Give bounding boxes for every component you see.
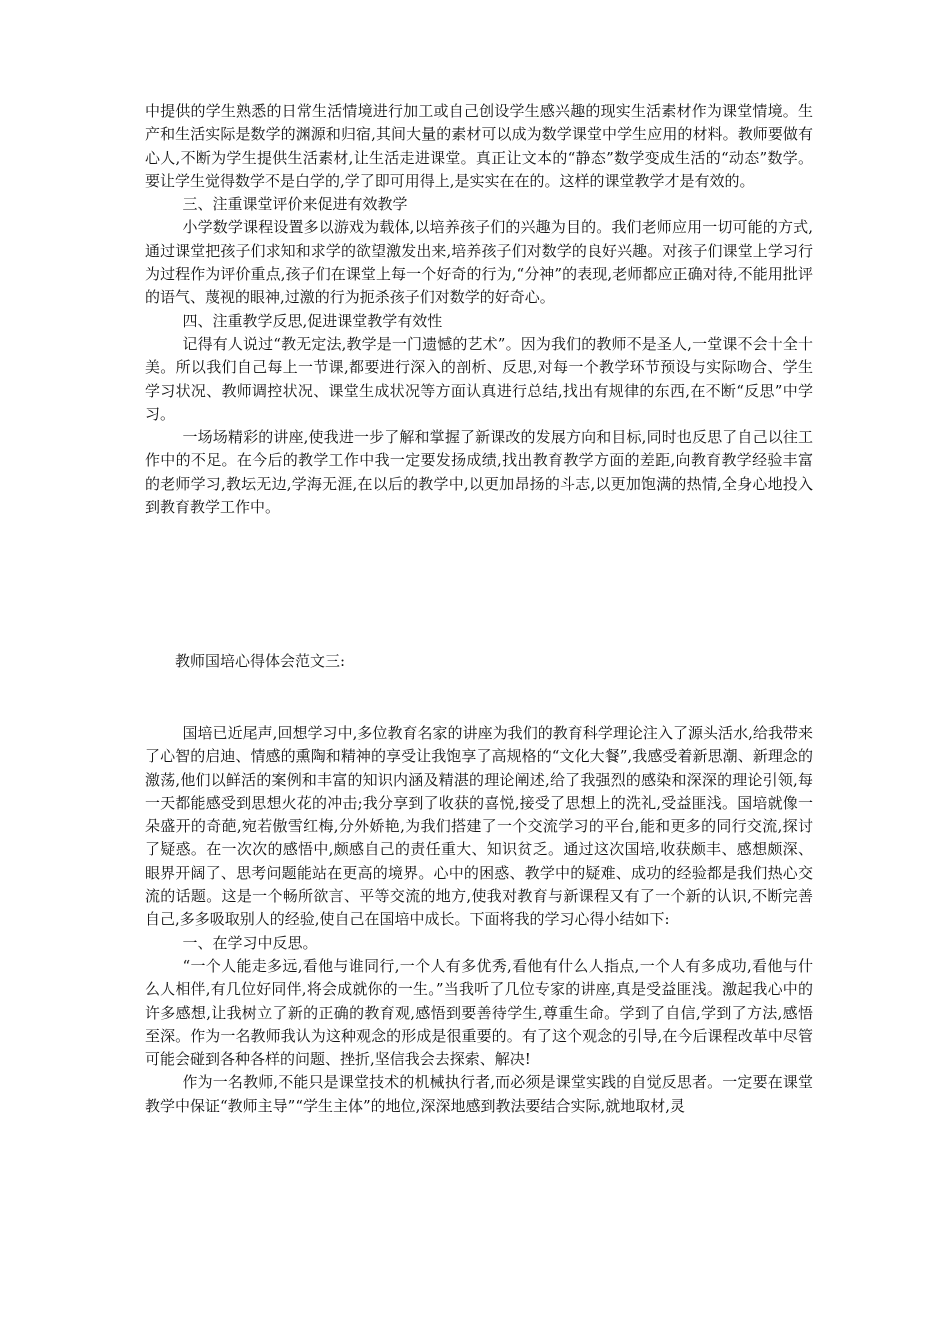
heading-teaching-reflection: 四、注重教学反思,促进课堂教学有效性: [182, 311, 443, 330]
paragraph-classroom-evaluation: 小学数学课程设置多以游戏为载体,以培养孩子们的兴趣为目的。我们老师应用一切可能的方式,通过课堂把孩子们求知和求学的欲望激发出来,培养孩子们对数学的良好兴趣。对孩子们课堂上学习行为过程作为评价重点,孩子们在课堂上每一个好奇的行为,“分神”的表现,老师都应正确对待,不能用批评的语气、蔑视的眼神,过激的行为扼杀孩子们对数学的好奇心。: [145, 218, 813, 307]
paragraph-teaching-reflection: 记得有人说过“教无定法,教学是一门遗憾的艺术”。因为我们的教师不是圣人,一堂课不会十全十美。所以我们自己每上一节课,都要进行深入的剖析、反思,对每一个教学环节预设与实际吻合、学生学习状况、教师调控状况、课堂生成状况等方面认真进行总结,找出有规律的东西,在不断“反思”中学习。: [145, 334, 813, 423]
section-title: 教师国培心得体会范文三:: [175, 652, 346, 670]
paragraph-life-materials: 中提供的学生熟悉的日常生活情境进行加工或自己创设学生感兴趣的现实生活素材作为课堂情境。生产和生活实际是数学的渊源和归宿,其间大量的素材可以成为数学课堂中学生应用的材料。教师要做有心人,不断为学生提供生活素材,让生活走进课堂。真正让文本的“静态”数学变成生活的“动态”数学。要让学生觉得数学不是白学的,学了即可用得上,是实实在在的。这样的课堂教学才是有效的。: [145, 102, 813, 190]
document-body-part-1: [145, 100, 813, 519]
heading-reflect-in-learning: 一、在学习中反思。: [182, 933, 318, 952]
document-body-part-2: [145, 722, 813, 1118]
paragraph-lecture-summary: 一场场精彩的讲座,使我进一步了解和掌握了新课改的发展方向和目标,同时也反思了自己以往工作中的不足。在今后的教学工作中我一定要发扬成绩,找出教育教学方面的差距,向教育教学经验丰富的老师学习,教坛无边,学海无涯,在以后的教学中,以更加昂扬的斗志,以更加饱满的热情,全身心地投入到教育教学工作中。: [145, 428, 813, 517]
paragraph-teacher-reflector: 作为一名教师,不能只是课堂技术的机械执行者,而必须是课堂实践的自觉反思者。一定要在课堂教学中保证“教师主导”“学生主体”的地位,深深地感到教法要结合实际,就地取材,灵: [145, 1073, 813, 1115]
heading-classroom-evaluation: 三、注重课堂评价来促进有效教学: [182, 195, 408, 214]
paragraph-guopei-intro: 国培已近尾声,回想学习中,多位教育名家的讲座为我们的教育科学理论注入了源头活水,给我带来了心智的启迪、情感的熏陶和精神的享受让我饱享了高规格的“文化大餐”,我感受着新思潮、新理念的激荡,他们以鲜活的案例和丰富的知识内涵及精湛的理论阐述,给了我强烈的感染和深深的理论引领,每一天都能感受到思想火花的冲击;我分享到了收获的喜悦,接受了思想上的洗礼,受益匪浅。国培就像一朵盛开的奇葩,宛若傲雪红梅,分外娇艳,为我们搭建了一个交流学习的平台,能和更多的同行交流,探讨了疑惑。在一次次的感悟中,颇感自己的责任重大、知识贫乏。通过这次国培,收获颇丰、感想颇深、眼界开阔了、思考问题能站在更高的境界。心中的困惑、教学中的疑难、成功的经验都是我们热心交流的话题。这是一个畅所欲言、平等交流的地方,使我对教育与新课程又有了一个新的认识,不断完善自己,多多吸取别人的经验,使自己在国培中成长。下面将我的学习心得小结如下:: [145, 724, 813, 929]
paragraph-quote-companions: “一个人能走多远,看他与谁同行,一个人有多优秀,看他有什么人指点,一个人有多成功,看他与什么人相伴,有几位好同伴,将会成就你的一生。”当我听了几位专家的讲座,真是受益匪浅。激起我心中的许多感想,让我树立了新的正确的教育观,感悟到要善待学生,尊重生命。学到了自信,学到了方法,感悟至深。作为一名教师我认为这种观念的形成是很重要的。有了这个观念的引导,在今后课程改革中尽管可能会碰到各种各样的问题、挫折,坚信我会去探索、解决!: [145, 956, 813, 1069]
